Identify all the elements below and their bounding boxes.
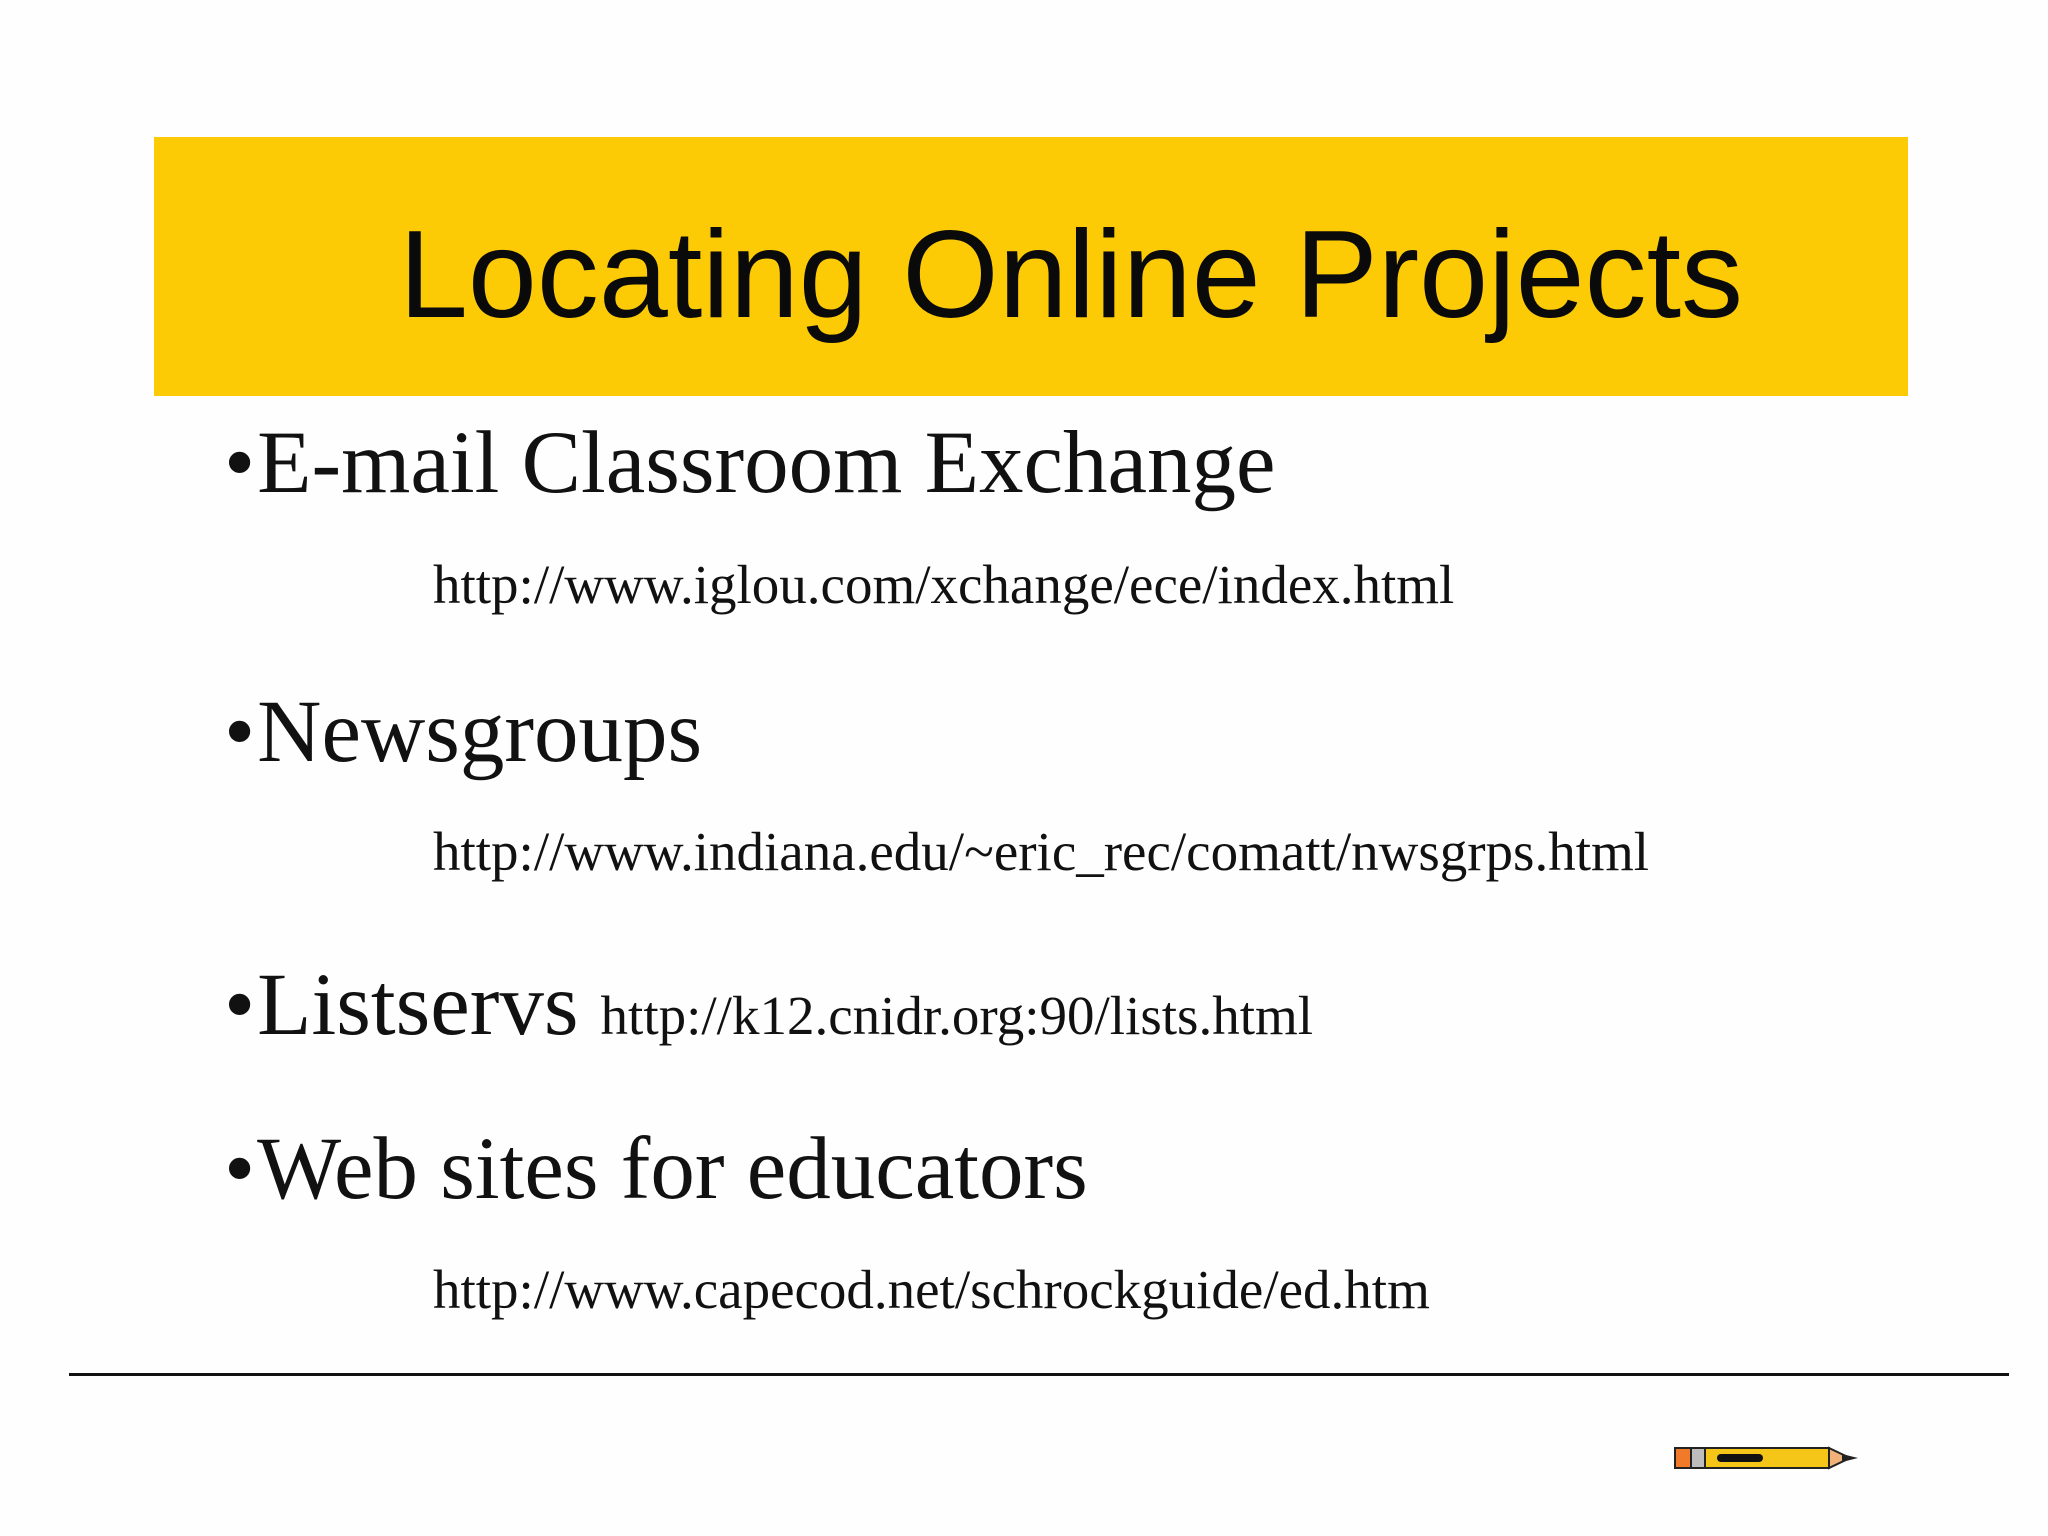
url-listservs: http://k12.cnidr.org:90/lists.html (600, 985, 1314, 1046)
bullet-label: E-mail Classroom Exchange (257, 414, 1276, 512)
bullet-item-email-classroom-exchange (224, 414, 1276, 512)
url-newsgroups: http://www.indiana.edu/~eric_rec/comatt/nwsgrps.html (433, 821, 1650, 882)
url-web-sites-for-educators: http://www.capecod.net/schrockguide/ed.htm (433, 1259, 1430, 1320)
bullet-item-listservs (224, 956, 1314, 1054)
url-email-classroom-exchange: http://www.iglou.com/xchange/ece/index.html (433, 554, 1455, 615)
slide-title: Locating Online Projects (398, 205, 1744, 344)
bullet-marker: • (224, 956, 256, 1054)
bullet-item-web-sites-for-educators (224, 1120, 1088, 1218)
bullet-marker: • (224, 683, 256, 781)
title-banner (154, 137, 1908, 396)
bullet-item-newsgroups (224, 683, 703, 781)
bullet-label: Newsgroups (257, 683, 703, 781)
bullet-marker: • (224, 414, 256, 512)
bullet-label: Web sites for educators (257, 1120, 1088, 1218)
bullet-label: Listservs (257, 956, 579, 1054)
bullet-marker: • (224, 1120, 256, 1218)
pencil-icon (1674, 1444, 1860, 1472)
footer-divider (69, 1373, 2009, 1376)
